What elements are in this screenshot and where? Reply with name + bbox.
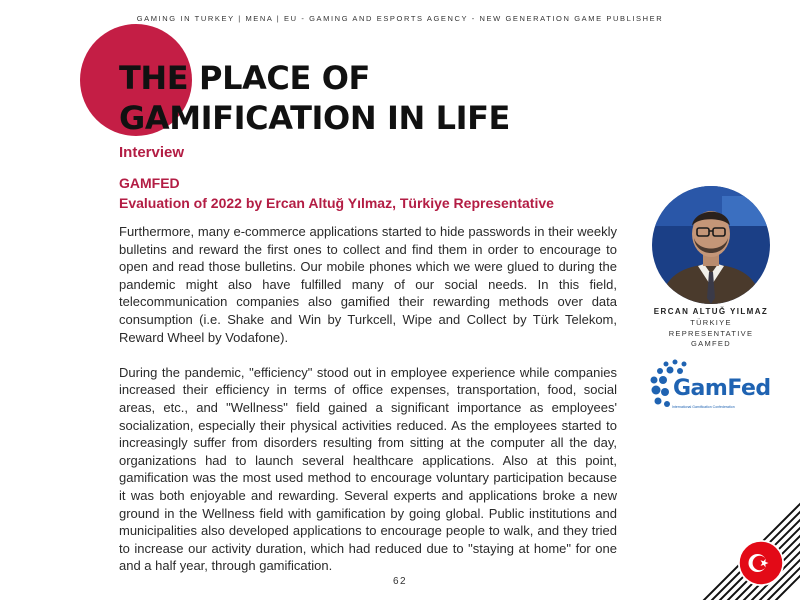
top-banner: GAMING IN TURKEY | MENA | EU - GAMING AND ESPORTS AGENCY - NEW GENERATION GAME PUBLISHER [136, 14, 664, 23]
page-title [119, 58, 510, 138]
article-body [119, 223, 617, 575]
turkey-flag-icon [738, 540, 784, 586]
body-paragraph-1: Furthermore, many e-commerce applications started to hide passwords in their weekly bulletins and reward the first ones to collect and find them in order to encourage to open and read those bulletins. Our mobile phones which we were glued to during the pandemic might also have fulfilled many of our social needs. In this field, telecommunication companies also gamified their rewarding methods over data consumption (i.e. Shake and Win by Turkcell, Wipe and Collect by Türk Telekom, Reward Wheel by Vodafone). [119, 224, 617, 345]
section-label: Interview [119, 144, 185, 161]
page-title-line-1: THE PLACE OF [119, 59, 370, 97]
page-title-line-2: GAMIFICATION IN LIFE [119, 99, 511, 137]
body-paragraph-2: During the pandemic, "efficiency" stood out in employee experience while companies increased their efficiency in terms of office expenses, transportation, food, social areas, etc., and "Wellness" field gained a significant importance as employees' socialization, especially their physical activities reduced. As the employees started to increasingly suffer from disorders resulting from sitting at the computer all the day, organizations had to launch several healthcare applications. Also at this point, gamification was the most used method to encourage voluntary participation because it was both enjoyable and rewarding. Several experts and applications broke a new ground in the Wellness field with gamification by going global. Public institutions and municipalities also developed applications to encourage people to walk, and they tried to increase our activity duration, which had reduced due to "staying at home" for one and a half year, through gamification. [119, 364, 617, 574]
page-number: 62 [392, 576, 408, 587]
author-role [640, 318, 782, 350]
gamfed-logo: GamFed [673, 376, 771, 401]
subheading-byline: Evaluation of 2022 by Ercan Altuğ Yılmaz, Türkiye Representative [119, 195, 554, 211]
gamfed-logo-tagline: International Gamification Confederation [672, 405, 735, 409]
subheading-org: GAMFED [119, 175, 180, 191]
author-role-country: TÜRKIYE [690, 318, 732, 327]
author-role-org: GAMFED [691, 339, 731, 348]
author-portrait [652, 186, 770, 304]
author-role-title: REPRESENTATIVE [668, 328, 754, 338]
article-subheading [119, 173, 554, 213]
author-name: ERCAN ALTUĞ YILMAZ [653, 307, 769, 316]
